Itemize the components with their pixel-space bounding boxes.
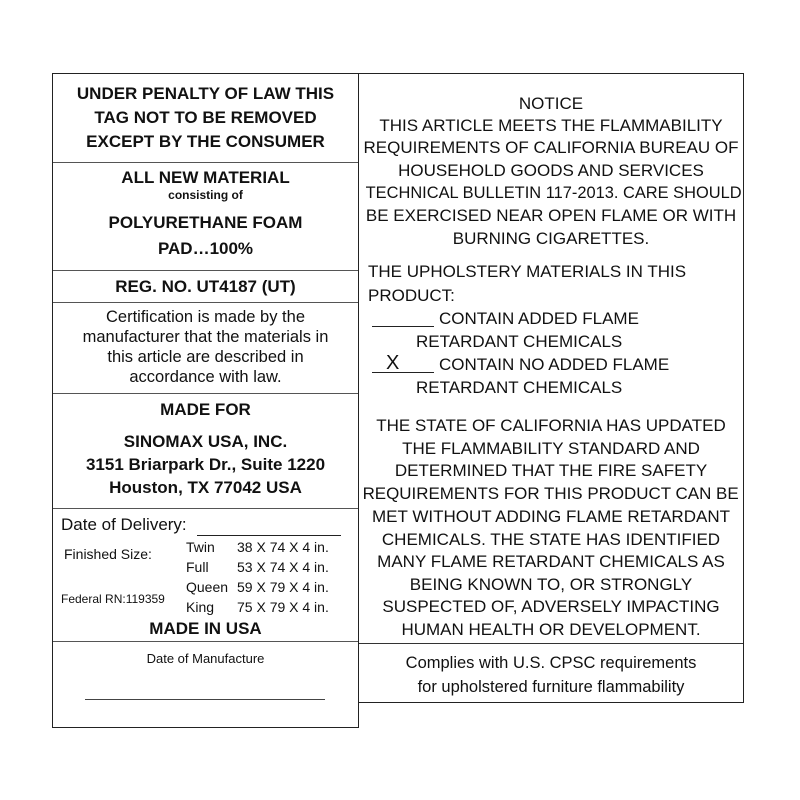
material-line: POLYURETHANE FOAM — [108, 213, 303, 232]
option1-line: RETARDANT CHEMICALS — [416, 332, 623, 351]
size-name: Twin — [186, 539, 215, 555]
penalty-section — [53, 74, 358, 163]
size-name: Full — [186, 559, 209, 575]
penalty-line: TAG NOT TO BE REMOVED — [94, 108, 317, 127]
cpsc-line: for upholstered furniture flammability — [417, 678, 685, 696]
material-section — [53, 163, 358, 271]
upholstery-intro-line: THE UPHOLSTERY MATERIALS IN THIS — [368, 262, 687, 281]
cpsc-line: Complies with U.S. CPSC requirements — [405, 654, 697, 672]
federal-rn: Federal RN:119359 — [61, 592, 165, 606]
notice-line: REQUIREMENTS OF CALIFORNIA BUREAU OF — [363, 138, 739, 157]
upholstery-intro-line: PRODUCT: — [368, 286, 455, 305]
certification-line: manufacturer that the materials in — [82, 328, 329, 346]
made-for-heading: MADE FOR — [160, 400, 251, 419]
manufacture-blank-line — [85, 699, 325, 700]
manufacture-date-section — [53, 642, 358, 729]
made-for-section — [53, 394, 358, 509]
certification-line: this article are described in — [107, 348, 304, 366]
size-name: Queen — [186, 579, 229, 595]
state-line: MET WITHOUT ADDING FLAME RETARDANT — [372, 507, 730, 526]
notice-line: BURNING CIGARETTES. — [452, 229, 650, 248]
certification-section — [53, 303, 358, 394]
option2-blank — [372, 372, 434, 373]
company-line: 3151 Briarpark Dr., Suite 1220 — [85, 455, 326, 474]
reg-no-section — [53, 271, 358, 303]
material-line: PAD…100% — [157, 239, 254, 258]
size-name: King — [186, 599, 215, 615]
size-dims: 53 X 74 X 4 in. — [237, 559, 329, 575]
date-of-delivery-label: Date of Delivery: — [61, 515, 187, 534]
notice-line: TECHNICAL BULLETIN 117-2013. CARE SHOULD — [365, 183, 742, 202]
company-line: SINOMAX USA, INC. — [123, 432, 288, 451]
penalty-line: UNDER PENALTY OF LAW THIS — [76, 84, 335, 103]
law-label-panel — [52, 73, 359, 728]
size-dims: 59 X 79 X 4 in. — [237, 579, 329, 595]
flammability-notice-panel — [358, 73, 744, 703]
penalty-line: EXCEPT BY THE CONSUMER — [86, 132, 325, 151]
delivery-size-section — [53, 509, 358, 642]
option2-checkmark: X — [386, 352, 400, 374]
made-in-usa: MADE IN USA — [149, 619, 262, 638]
company-line: Houston, TX 77042 USA — [109, 478, 302, 497]
state-line: SUSPECTED OF, ADVERSELY IMPACTING — [382, 597, 720, 616]
delivery-blank-line — [197, 535, 341, 536]
state-line: BEING KNOWN TO, OR STRONGLY — [409, 575, 693, 594]
notice-line: HOUSEHOLD GOODS AND SERVICES — [398, 161, 704, 180]
option2-line: CONTAIN NO ADDED FLAME — [439, 355, 670, 374]
option2-line: RETARDANT CHEMICALS — [416, 378, 623, 397]
option1-line: CONTAIN ADDED FLAME — [439, 309, 639, 328]
notice-line: THIS ARTICLE MEETS THE FLAMMABILITY — [379, 116, 723, 135]
option1-blank — [372, 326, 434, 327]
cpsc-divider — [359, 643, 743, 644]
state-line: THE FLAMMABILITY STANDARD AND — [402, 439, 700, 458]
finished-size-label: Finished Size: — [64, 546, 152, 562]
state-line: THE STATE OF CALIFORNIA HAS UPDATED — [376, 416, 726, 435]
notice-line: NOTICE — [518, 94, 584, 113]
certification-line: accordance with law. — [129, 368, 282, 386]
material-heading: ALL NEW MATERIAL — [121, 168, 290, 187]
state-line: HUMAN HEALTH OR DEVELOPMENT. — [401, 620, 701, 639]
certification-line: Certification is made by the — [105, 308, 305, 326]
notice-line: BE EXERCISED NEAR OPEN FLAME OR WITH — [365, 206, 737, 225]
state-line: DETERMINED THAT THE FIRE SAFETY — [394, 461, 708, 480]
size-dims: 38 X 74 X 4 in. — [237, 539, 329, 555]
state-line: MANY FLAME RETARDANT CHEMICALS AS — [377, 552, 725, 571]
size-dims: 75 X 79 X 4 in. — [237, 599, 329, 615]
consisting-of-text: consisting of — [168, 188, 243, 202]
date-of-manufacture-label: Date of Manufacture — [146, 651, 265, 666]
reg-no: REG. NO. UT4187 (UT) — [115, 277, 296, 296]
state-line: CHEMICALS. THE STATE HAS IDENTIFIED — [381, 530, 721, 549]
state-line: REQUIREMENTS FOR THIS PRODUCT CAN BE — [362, 484, 740, 503]
